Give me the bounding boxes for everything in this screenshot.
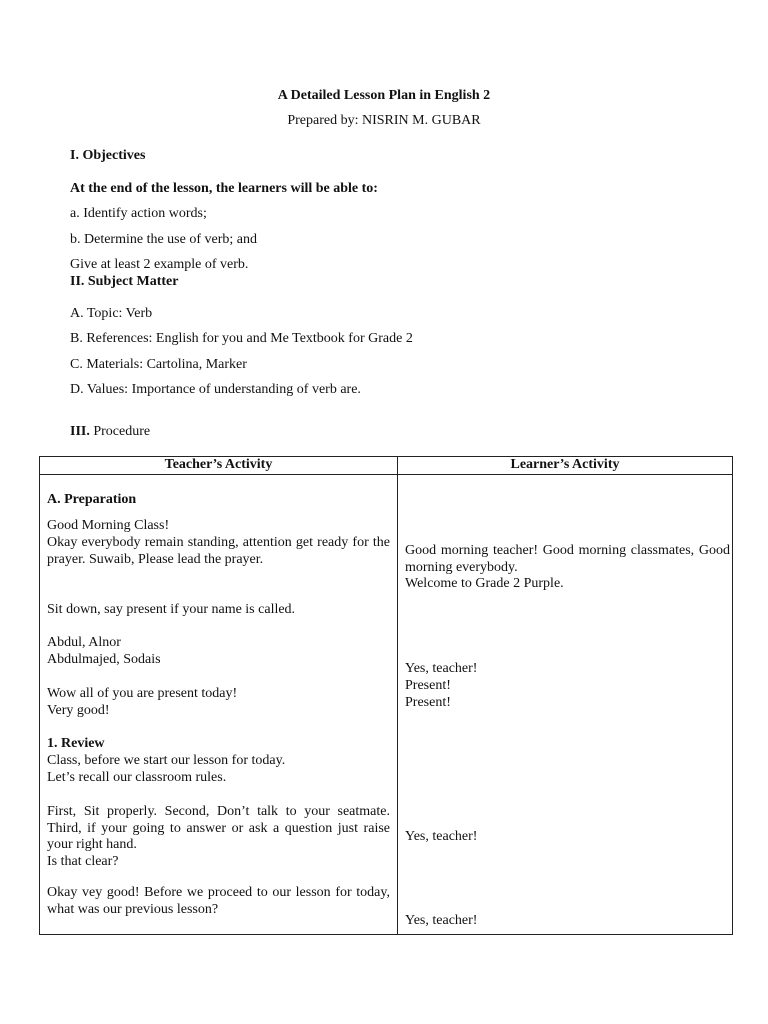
teacher-sit-down: Sit down, say present if your name is called. (47, 602, 296, 617)
preparation-heading: A. Preparation (47, 492, 137, 507)
procedure-heading-text: Procedure (93, 424, 151, 439)
teacher-activity-cell (40, 475, 398, 935)
objective-item: a. Identify action words; (70, 206, 207, 221)
procedure-table (39, 456, 733, 935)
is-that-clear: Is that clear? (47, 854, 119, 869)
teacher-present-all: Wow all of you are present today! (47, 686, 238, 701)
learner-activity-cell (398, 475, 733, 935)
review-line: Class, before we start our lesson for today. (47, 753, 286, 768)
procedure-heading-number: III. (70, 424, 90, 439)
learner-present: Present! (405, 695, 451, 710)
table-header-row (40, 457, 733, 475)
previous-lesson-question: Okay vey good! Before we proceed to our lesson for today, what was our previous lesson? (47, 885, 390, 917)
learner-present: Present! (405, 678, 451, 693)
subject-matter-item: A. Topic: Verb (70, 306, 153, 321)
objective-item: b. Determine the use of verb; and (70, 232, 257, 247)
objectives-intro: At the end of the lesson, the learners will be able to: (70, 181, 378, 196)
learner-activity-header: Learner’s Activity (398, 457, 733, 475)
learner-welcome: Welcome to Grade 2 Purple. (405, 576, 564, 591)
review-heading: 1. Review (47, 736, 105, 751)
table-row (40, 475, 733, 935)
objectives-heading: I. Objectives (70, 148, 146, 163)
teacher-activity-header: Teacher’s Activity (40, 457, 398, 475)
objective-item: Give at least 2 example of verb. (70, 257, 249, 272)
teacher-prayer: Okay everybody remain standing, attention get ready for the prayer. Suwaib, Please lead the prayer. (47, 535, 390, 567)
learner-response: Yes, teacher! (405, 913, 478, 928)
subject-matter-heading: II. Subject Matter (70, 274, 179, 289)
teacher-very-good: Very good! (47, 703, 110, 718)
student-name: Abdul, Alnor (47, 635, 121, 650)
prepared-by: Prepared by: NISRIN M. GUBAR (287, 113, 481, 128)
procedure-heading (70, 424, 150, 441)
review-line: Let’s recall our classroom rules. (47, 770, 227, 785)
subject-matter-item: C. Materials: Cartolina, Marker (70, 357, 247, 372)
learner-response: Yes, teacher! (405, 829, 478, 844)
document-title: A Detailed Lesson Plan in English 2 (277, 88, 491, 103)
teacher-greeting: Good Morning Class! (47, 518, 170, 533)
classroom-rules: First, Sit properly. Second, Don’t talk to your seatmate. Third, if your going to answer or ask a question just raise your right hand. (47, 804, 390, 852)
subject-matter-item: B. References: English for you and Me Textbook for Grade 2 (70, 331, 413, 346)
learner-response: Yes, teacher! (405, 661, 478, 676)
subject-matter-item: D. Values: Importance of understanding of verb are. (70, 382, 361, 397)
learner-greeting: Good morning teacher! Good morning classmates, Good morning everybody. (405, 543, 730, 575)
student-name: Abdulmajed, Sodais (47, 652, 161, 667)
